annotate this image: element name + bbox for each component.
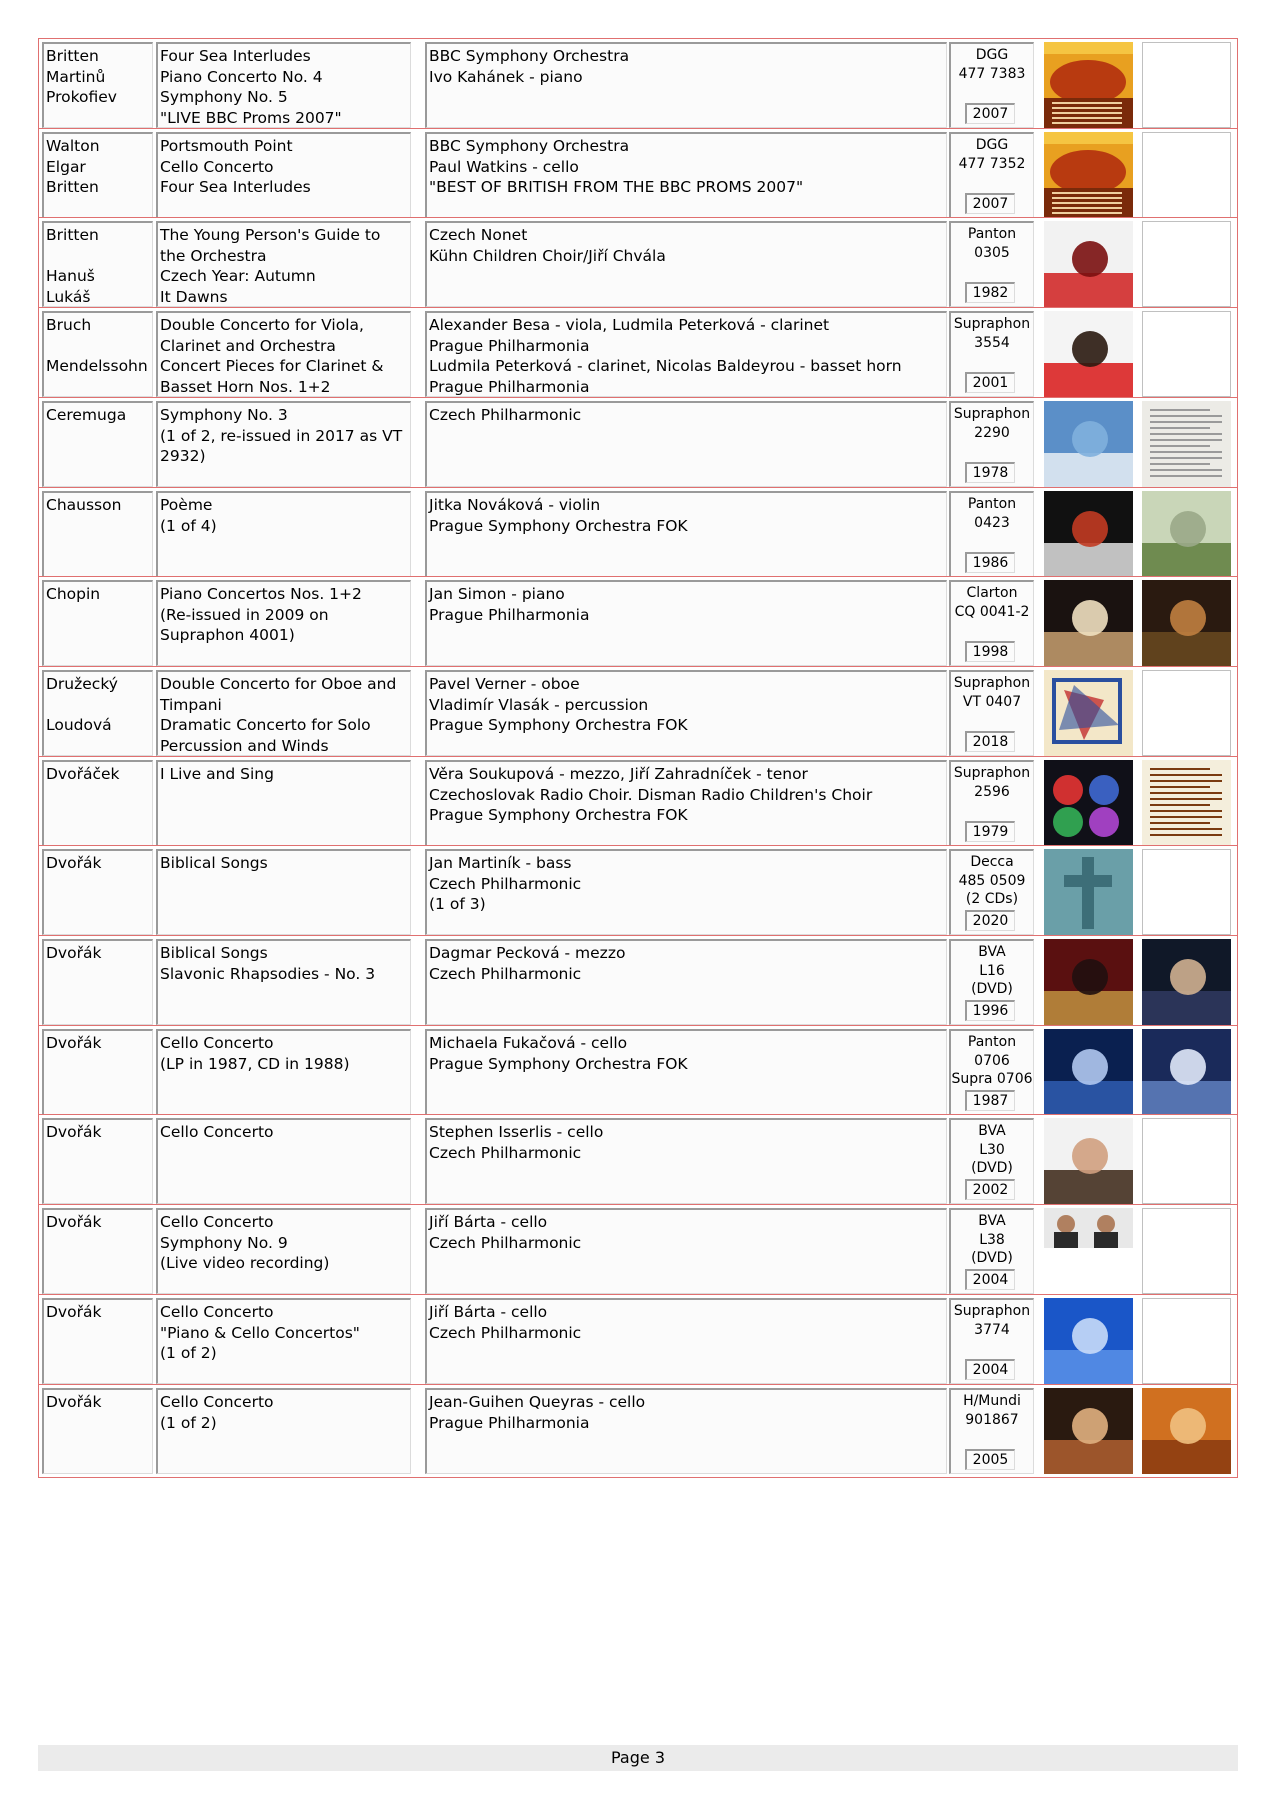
performers-cell-line: Czech Philharmonic [429, 874, 582, 893]
catalog-line: (DVD) [971, 1160, 1013, 1176]
work-cell [156, 311, 411, 397]
work-cell-line: 2932) [160, 447, 206, 465]
page-number: Page 3 [611, 1748, 665, 1767]
performers-cell-line: Stephen Isserlis - cello [429, 1123, 604, 1141]
colored-circles-icon [1044, 760, 1133, 846]
catalog-line: (2 CDs) [965, 891, 1019, 907]
composer-cell [42, 132, 153, 218]
composer-cell [42, 1208, 153, 1294]
recording-row [38, 935, 1238, 1029]
geometric-pattern-icon [1044, 670, 1133, 756]
composer-cell-line: Dvořák [46, 854, 102, 872]
performers-cell [425, 1388, 947, 1474]
work-cell [156, 1118, 411, 1204]
performers-cell [425, 939, 947, 1025]
composer-cell [42, 849, 153, 935]
composer-cell-line: Družecký [46, 675, 118, 693]
composer-cell [42, 1029, 153, 1115]
work-cell-line: (1 of 4) [160, 516, 217, 535]
album-cover [1044, 1388, 1133, 1474]
album-cover [1142, 1029, 1231, 1115]
release-year: 1996 [965, 1000, 1015, 1021]
performers-cell-line: Prague Symphony Orchestra FOK [429, 1054, 688, 1073]
album-cover [1142, 760, 1231, 846]
composer-cell [42, 580, 153, 666]
release-year: 1998 [965, 641, 1015, 662]
work-cell [156, 1388, 411, 1474]
work-cell-line: Symphony No. 3 [160, 406, 288, 424]
two-portraits-icon [1044, 1208, 1133, 1294]
album-cover [1044, 849, 1133, 935]
catalog-line: Supraphon [953, 675, 1031, 691]
work-cell-line: I Live and Sing [160, 765, 274, 783]
work-cell [156, 1029, 411, 1115]
album-cover [1044, 939, 1133, 1025]
composer-cell-line: Prokofiev [46, 88, 117, 106]
release-year: 2001 [965, 372, 1015, 393]
release-year: 2004 [965, 1359, 1015, 1380]
recording-row [38, 38, 1238, 132]
catalog-line: L38 [979, 1231, 1005, 1248]
performers-cell-line: Ivo Kahánek - piano [429, 67, 583, 86]
composer-cell [42, 311, 153, 397]
release-year: 2007 [965, 193, 1015, 214]
catalog-line: L16 [979, 962, 1005, 979]
album-cover [1044, 311, 1133, 397]
catalog-line: 0423 [974, 514, 1010, 531]
recording-row [38, 1384, 1238, 1478]
work-cell-line: Portsmouth Point [160, 137, 293, 155]
work-cell-line: Biblical Songs [160, 944, 268, 962]
work-cell-line: Cello Concerto [160, 1213, 274, 1231]
sky-cover-icon [1044, 401, 1133, 487]
recording-row [38, 307, 1238, 401]
performers-cell-line: Prague Philharmonia [429, 336, 590, 355]
work-cell-line: Double Concerto for Oboe and [160, 675, 397, 693]
empty-cover-slot [1142, 1118, 1231, 1204]
work-cell-line: Four Sea Interludes [160, 178, 311, 196]
catalog-line: 901867 [965, 1411, 1019, 1428]
chopin-night-icon [1142, 580, 1231, 666]
label-catalog-cell [949, 1388, 1034, 1474]
empty-cover-slot [1142, 221, 1231, 307]
album-cover [1044, 401, 1133, 487]
performers-cell-line: Kühn Children Choir/Jiří Chvála [429, 246, 666, 265]
performers-cell-line: Czech Philharmonic [429, 1143, 582, 1162]
catalog-line: Supraphon [953, 1303, 1031, 1319]
album-cover [1142, 939, 1231, 1025]
work-cell [156, 491, 411, 577]
composer-cell-line [46, 336, 152, 357]
work-cell-line: Piano Concertos Nos. 1+2 [160, 585, 362, 603]
release-year: 2002 [965, 1179, 1015, 1200]
work-cell-line: Cello Concerto [160, 1393, 274, 1411]
album-cover [1044, 580, 1133, 666]
catalog-line: (DVD) [971, 1250, 1013, 1266]
work-cell [156, 939, 411, 1025]
release-year: 1978 [965, 462, 1015, 483]
recording-row [38, 128, 1238, 222]
composer-cell [42, 401, 153, 487]
catalog-line: BVA [978, 1123, 1006, 1139]
label-catalog-cell [949, 1029, 1034, 1115]
composer-cell-line: Britten [46, 47, 99, 65]
catalog-line: Supra 0706 [951, 1071, 1033, 1087]
album-cover [1044, 491, 1133, 577]
composer-cell [42, 1298, 153, 1384]
composer-cell-line: Loudová [46, 716, 112, 734]
work-cell-line: (LP in 1987, CD in 1988) [160, 1054, 350, 1073]
performers-cell [425, 670, 947, 756]
empty-cover-slot [1142, 1298, 1231, 1384]
performers-cell [425, 580, 947, 666]
work-cell-line: "LIVE BBC Proms 2007" [160, 108, 342, 127]
catalog-line: L30 [979, 1141, 1005, 1158]
performers-cell-line: Vladimír Vlasák - percussion [429, 695, 649, 714]
performers-cell-line: Věra Soukupová - mezzo, Jiří Zahradníček - tenor [429, 765, 808, 783]
performers-cell-line: Jitka Nováková - violin [429, 496, 601, 514]
catalog-line: 3554 [974, 334, 1010, 351]
release-year: 2018 [965, 731, 1015, 752]
work-cell-line: Symphony No. 9 [160, 1233, 288, 1252]
red-cartoon-icon [1044, 221, 1133, 307]
performers-cell [425, 849, 947, 935]
work-cell-line: Cello Concerto [160, 1123, 274, 1141]
queyras-portrait-icon [1044, 1388, 1133, 1474]
release-year: 2020 [965, 910, 1015, 931]
work-cell-line: (1 of 2, re-issued in 2017 as VT [160, 426, 403, 445]
catalog-line: Supraphon [953, 765, 1031, 781]
catalog-line: 3774 [974, 1321, 1010, 1338]
performers-cell [425, 42, 947, 128]
chopin-dark-icon [1044, 580, 1133, 666]
album-cover [1044, 670, 1133, 756]
label-catalog-cell [949, 1298, 1034, 1384]
album-cover [1044, 132, 1133, 218]
label-catalog-cell [949, 670, 1034, 756]
performers-cell [425, 132, 947, 218]
work-cell-line: Symphony No. 5 [160, 88, 288, 106]
performers-cell-line: "BEST OF BRITISH FROM THE BBC PROMS 2007" [429, 178, 804, 196]
work-cell-line: Cello Concerto [160, 157, 274, 176]
recording-row [38, 397, 1238, 491]
work-cell [156, 221, 411, 307]
composer-cell-line: Chopin [46, 585, 101, 603]
performers-cell-line: Paul Watkins - cello [429, 157, 579, 176]
album-cover [1044, 1298, 1133, 1384]
album-cover [1044, 1029, 1133, 1115]
orange-back-icon [1142, 1388, 1231, 1474]
composer-cell-line: Ceremuga [46, 406, 127, 424]
recording-row [38, 1294, 1238, 1388]
composer-cell [42, 1388, 153, 1474]
performers-cell-line: Pavel Verner - oboe [429, 675, 580, 693]
work-cell [156, 849, 411, 935]
work-cell-line: Percussion and Winds [160, 736, 329, 755]
composer-cell-line: Bruch [46, 316, 92, 334]
performers-cell-line: Prague Philharmonia [429, 1413, 590, 1432]
work-cell-line: Poème [160, 496, 213, 514]
catalog-line: DGG [975, 137, 1009, 153]
blue-dvorak-icon [1044, 1298, 1133, 1384]
performers-cell-line: BBC Symphony Orchestra [429, 47, 630, 65]
catalog-line: 0305 [974, 244, 1010, 261]
catalog-line: Panton [967, 1034, 1017, 1050]
recording-row [38, 1025, 1238, 1119]
performers-cell-line: Czech Philharmonic [429, 1323, 582, 1342]
album-cover [1044, 221, 1133, 307]
release-year: 1982 [965, 282, 1015, 303]
catalog-line: Panton [967, 226, 1017, 242]
catalog-line: (DVD) [971, 981, 1013, 997]
composer-cell-line: Hanuš [46, 267, 95, 285]
recording-row [38, 1204, 1238, 1298]
work-cell-line: Basset Horn Nos. 1+2 [160, 377, 331, 396]
portrait-red-icon [1044, 311, 1133, 397]
performers-cell-line: Prague Philharmonia [429, 377, 590, 396]
performers-cell-line: Czechoslovak Radio Choir. Disman Radio Children's Choir [429, 785, 873, 804]
empty-cover-slot [1142, 849, 1231, 935]
work-cell [156, 760, 411, 846]
label-catalog-cell [949, 580, 1034, 666]
performers-cell-line: Prague Symphony Orchestra FOK [429, 516, 688, 535]
label-catalog-cell [949, 760, 1034, 846]
work-cell [156, 42, 411, 128]
work-cell-line: Dramatic Concerto for Solo [160, 716, 371, 734]
release-year: 1987 [965, 1090, 1015, 1111]
performers-cell-line: Jan Simon - piano [429, 585, 565, 603]
catalog-line: VT 0407 [962, 693, 1022, 710]
city-skyline-icon [1142, 1029, 1231, 1115]
label-catalog-cell [949, 221, 1034, 307]
recording-row [38, 666, 1238, 760]
label-catalog-cell [949, 491, 1034, 577]
composer-cell-line: Lukáš [46, 287, 91, 306]
label-catalog-cell [949, 401, 1034, 487]
catalog-line: BVA [978, 944, 1006, 960]
composer-cell-line: Dvořák [46, 1123, 102, 1141]
composer-cell-line: Dvořák [46, 1303, 102, 1321]
performers-cell-line: Czech Philharmonic [429, 1233, 582, 1252]
cream-text-icon [1142, 760, 1231, 846]
performers-cell-line: Michaela Fukačová - cello [429, 1034, 628, 1052]
composer-cell [42, 42, 153, 128]
recording-row [38, 1114, 1238, 1208]
catalog-line: Supraphon [953, 406, 1031, 422]
work-cell-line: Four Sea Interludes [160, 47, 311, 65]
label-catalog-cell [949, 311, 1034, 397]
work-cell-line: (1 of 2) [160, 1413, 217, 1432]
performers-cell-line: Jan Martiník - bass [429, 854, 572, 872]
work-cell-line: (1 of 2) [160, 1344, 217, 1362]
performers-cell-line: Czech Nonet [429, 226, 528, 244]
recording-row [38, 217, 1238, 311]
catalog-line: Panton [967, 496, 1017, 512]
album-cover [1044, 42, 1133, 128]
catalog-line: 2596 [974, 783, 1010, 800]
label-catalog-cell [949, 939, 1034, 1025]
composer-cell-line: Dvořák [46, 1034, 102, 1052]
label-catalog-cell [949, 132, 1034, 218]
work-cell-line: Czech Year: Autumn [160, 267, 316, 285]
album-cover [1142, 580, 1231, 666]
work-cell-line: Slavonic Rhapsodies - No. 3 [160, 964, 376, 983]
composer-cell-line: Dvořák [46, 1393, 102, 1411]
empty-cover-slot [1142, 311, 1231, 397]
album-cover [1142, 1388, 1231, 1474]
label-catalog-cell [949, 42, 1034, 128]
work-cell-line: Cello Concerto [160, 1034, 274, 1052]
performers-cell [425, 1298, 947, 1384]
catalog-line: 485 0509 [958, 872, 1026, 889]
work-cell [156, 670, 411, 756]
composer-cell-line: Britten [46, 178, 99, 196]
work-cell [156, 132, 411, 218]
empty-cover-slot [1142, 132, 1231, 218]
composer-cell-line: Elgar [46, 157, 86, 176]
performers-cell-line: (1 of 3) [429, 895, 486, 913]
recording-row [38, 487, 1238, 581]
composer-cell-line: Martinů [46, 67, 106, 86]
work-cell [156, 1298, 411, 1384]
work-cell-line: Timpani [160, 695, 222, 714]
concert-hall-icon [1044, 939, 1133, 1025]
empty-cover-slot [1142, 1208, 1231, 1294]
label-catalog-cell [949, 1118, 1034, 1204]
album-cover [1044, 1118, 1133, 1204]
performers-cell-line: Prague Symphony Orchestra FOK [429, 806, 688, 824]
work-cell-line: Double Concerto for Viola, [160, 316, 364, 334]
composer-cell [42, 221, 153, 307]
catalog-line: Decca [970, 854, 1014, 870]
composer-cell-line [46, 695, 152, 716]
performers-cell [425, 1118, 947, 1204]
composer-cell-line: Dvořák [46, 944, 102, 962]
performers-cell-line: Ludmila Peterková - clarinet, Nicolas Baldeyrou - basset horn [429, 357, 902, 375]
album-cover [1142, 401, 1231, 487]
work-cell-line: Cello Concerto [160, 1303, 274, 1321]
page-footer [38, 1745, 1238, 1771]
release-year: 1979 [965, 821, 1015, 842]
work-cell-line: Clarinet and Orchestra [160, 336, 336, 355]
release-year: 1986 [965, 552, 1015, 573]
green-landscape-icon [1142, 491, 1231, 577]
composer-cell [42, 670, 153, 756]
performers-cell-line: Dagmar Pecková - mezzo [429, 944, 626, 962]
work-cell-line: It Dawns [160, 287, 228, 306]
performers-cell [425, 221, 947, 307]
catalog-line: BVA [978, 1213, 1006, 1229]
album-cover [1044, 760, 1133, 846]
label-catalog-cell [949, 1208, 1034, 1294]
composer-cell [42, 1118, 153, 1204]
performers-cell-line: Czech Philharmonic [429, 406, 582, 424]
composer-cell-line: Walton [46, 137, 100, 155]
catalog-line: Clarton [966, 585, 1018, 601]
performers-cell [425, 1208, 947, 1294]
work-cell-line: The Young Person's Guide to [160, 226, 381, 244]
work-cell-line: "Piano & Cello Concertos" [160, 1323, 360, 1342]
performers-cell-line: Prague Symphony Orchestra FOK [429, 716, 688, 734]
album-cover [1142, 491, 1231, 577]
catalog-line: 2290 [974, 424, 1010, 441]
composer-cell [42, 491, 153, 577]
performers-cell-line: Alexander Besa - viola, Ludmila Peterková - clarinet [429, 316, 830, 334]
work-cell-line: Biblical Songs [160, 854, 268, 872]
curly-hair-portrait-icon [1044, 1118, 1133, 1204]
work-cell-line: (Re-issued in 2009 on [160, 605, 329, 624]
blue-cellist-icon [1044, 1029, 1133, 1115]
catalog-line: 477 7383 [958, 65, 1026, 82]
performers-cell [425, 760, 947, 846]
composer-cell-line: Mendelssohn [46, 357, 148, 375]
work-cell-line: Piano Concerto No. 4 [160, 67, 323, 86]
recording-row [38, 845, 1238, 939]
composer-cell-line: Britten [46, 226, 99, 244]
composer-cell [42, 760, 153, 846]
work-cell-line: Concert Pieces for Clarinet & [160, 357, 384, 375]
composer-cell-line: Dvořáček [46, 765, 120, 783]
composer-cell-line: Chausson [46, 496, 122, 514]
violinist-icon [1044, 491, 1133, 577]
performers-cell [425, 311, 947, 397]
work-cell [156, 401, 411, 487]
work-cell-line: the Orchestra [160, 246, 267, 265]
empty-cover-slot [1142, 670, 1231, 756]
recording-row [38, 756, 1238, 850]
label-catalog-cell [949, 849, 1034, 935]
performers-cell [425, 491, 947, 577]
performers-cell-line: Jean-Guihen Queyras - cello [429, 1393, 646, 1411]
requiem-cross-icon [1044, 849, 1133, 935]
release-year: 2004 [965, 1269, 1015, 1290]
performers-cell [425, 401, 947, 487]
catalog-line: CQ 0041-2 [954, 603, 1030, 620]
performers-cell-line: Jiří Bárta - cello [429, 1303, 548, 1321]
composer-cell [42, 939, 153, 1025]
conductor-icon [1142, 939, 1231, 1025]
catalog-line: DGG [975, 47, 1009, 63]
recording-row [38, 576, 1238, 670]
performers-cell [425, 1029, 947, 1115]
performers-cell-line: Jiří Bárta - cello [429, 1213, 548, 1231]
work-cell-line: Supraphon 4001) [160, 626, 295, 644]
catalog-line: H/Mundi [963, 1393, 1021, 1409]
performers-cell-line: Prague Philharmonia [429, 605, 590, 624]
dg-proms-icon [1044, 42, 1133, 128]
catalog-line: Supraphon [953, 316, 1031, 332]
performers-cell-line: Czech Philharmonic [429, 964, 582, 983]
composer-cell-line [46, 246, 152, 267]
dg-proms-icon [1044, 132, 1133, 218]
catalog-line: 0706 [974, 1052, 1010, 1069]
work-cell [156, 1208, 411, 1294]
album-cover [1044, 1208, 1133, 1294]
text-back-icon [1142, 401, 1231, 487]
release-year: 2005 [965, 1449, 1015, 1470]
catalog-line: 477 7352 [958, 155, 1026, 172]
empty-cover-slot [1142, 42, 1231, 128]
composer-cell-line: Dvořák [46, 1213, 102, 1231]
work-cell [156, 580, 411, 666]
release-year: 2007 [965, 103, 1015, 124]
work-cell-line: (Live video recording) [160, 1254, 330, 1272]
performers-cell-line: BBC Symphony Orchestra [429, 137, 630, 155]
